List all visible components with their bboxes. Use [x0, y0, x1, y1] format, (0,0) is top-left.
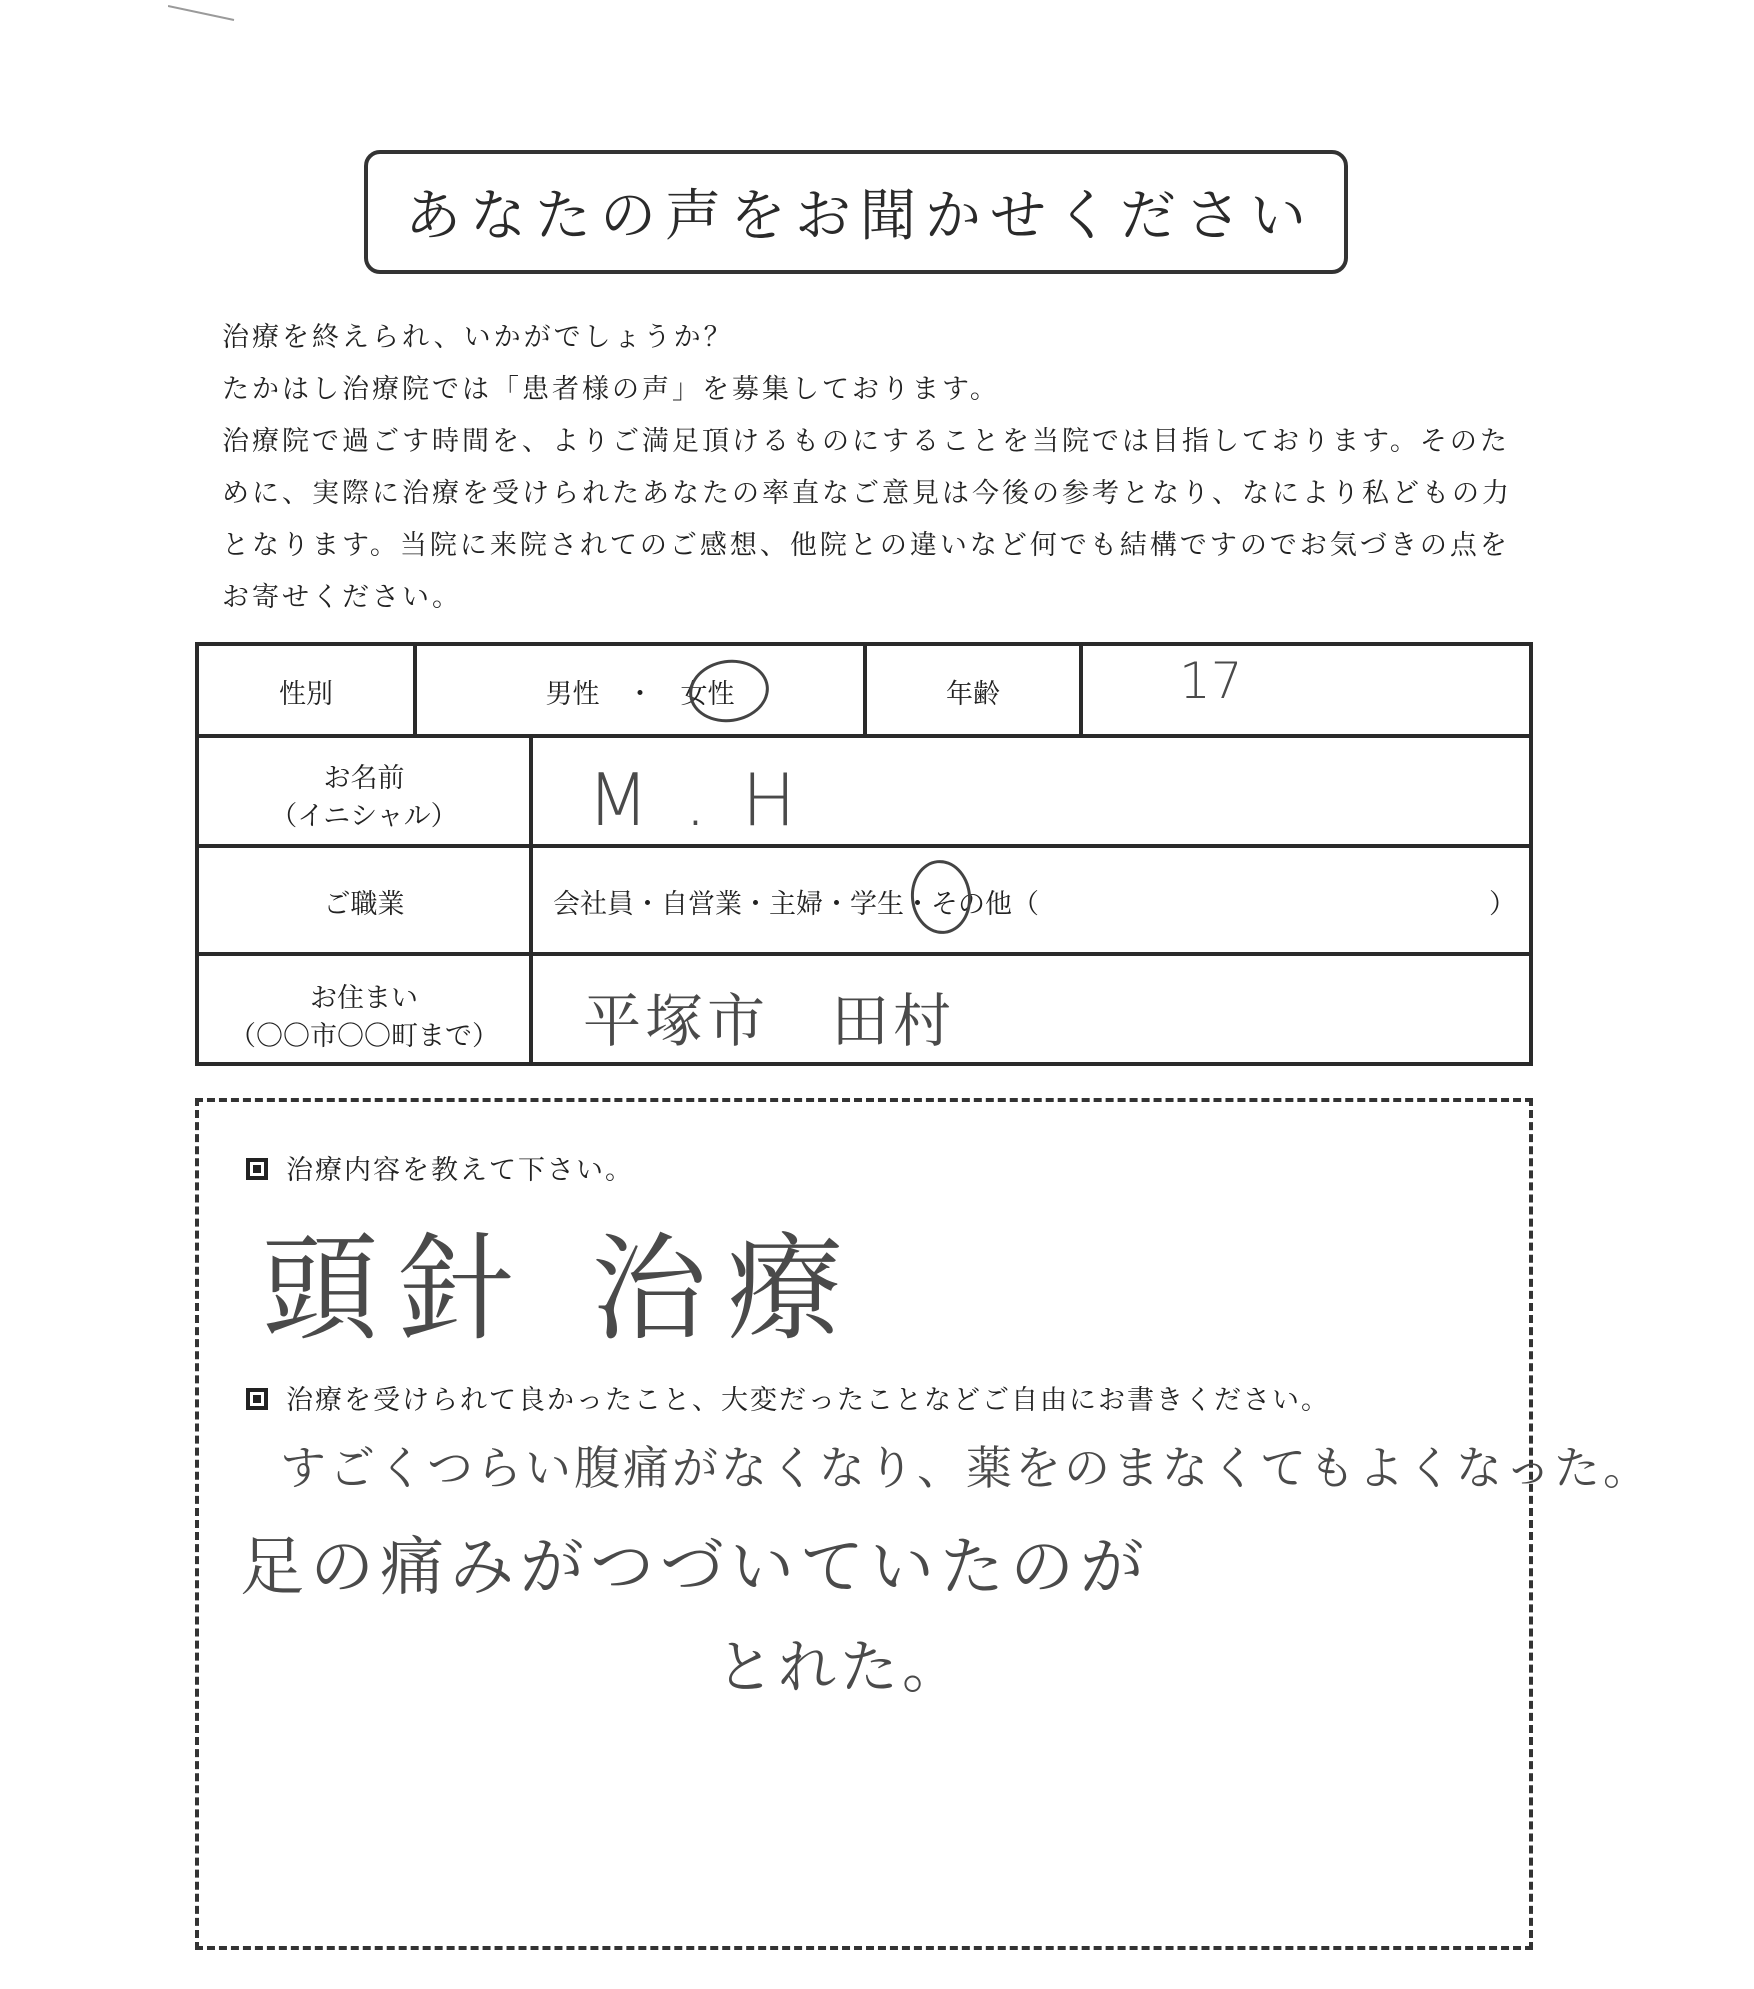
age-label: 年齢 [946, 679, 1000, 710]
title-box [364, 150, 1348, 274]
occupation-label: ご職業 [323, 889, 405, 920]
column-divider [1079, 646, 1083, 734]
intro-line: となります。当院に来院されてのご感想、他院との違いなど何でも結構ですのでお気づきの点を [222, 530, 1510, 561]
page-title: あなたの声をお聞かせください [405, 184, 1315, 249]
scan-artifact-line [168, 4, 238, 24]
answer-feedback-line-2: 足の痛みがつづいていたのが [240, 1531, 1150, 1605]
name-label-sub: （イニシャル） [270, 801, 458, 832]
square-bullet-icon [246, 1158, 268, 1180]
gender-label: 性別 [279, 679, 333, 710]
row-divider [199, 734, 1529, 738]
occupation-selection-circle [907, 857, 974, 937]
square-bullet-icon [246, 1388, 268, 1410]
address-label-sub: （〇〇市〇〇町まで） [229, 1021, 499, 1052]
intro-line: めに、実際に治療を受けられたあなたの率直なご意見は今後の参考となり、なにより私どもの力 [222, 478, 1512, 509]
intro-line: お寄せください。 [222, 582, 462, 613]
question-feedback [246, 1378, 1330, 1417]
question-treatment [246, 1148, 634, 1187]
question-treatment-text: 治療内容を教えて下さい。 [286, 1155, 634, 1186]
occupation-close: ） [1489, 889, 1516, 920]
name-value: M . H [587, 758, 802, 842]
gender-options: 男性 ・ 女性 [545, 679, 735, 710]
gender-selection-circle [685, 655, 773, 728]
row-divider [199, 844, 1529, 848]
answer-feedback-line-1: すごくつらい腹痛がなくなり、薬をのまなくてもよくなった。 [280, 1441, 1652, 1495]
occupation-options: 会社員・自営業・主婦・学生・その他（ [553, 889, 1039, 920]
address-value: 平塚市 田村 [583, 987, 956, 1055]
intro-text [222, 312, 1522, 624]
intro-line: 治療院で過ごす時間を、よりご満足頂けるものにすることを当院では目指しております。そのた [222, 426, 1510, 457]
age-value: 17 [1179, 652, 1243, 710]
address-label: お住まい [310, 983, 418, 1014]
intro-line: たかはし治療院では「患者様の声」を募集しております。 [222, 374, 1000, 405]
intro-line: 治療を終えられ、いかがでしょうか？ [222, 322, 734, 353]
row-divider [199, 952, 1529, 956]
question-feedback-text: 治療を受けられて良かったこと、大変だったことなどご自由にお書きください。 [286, 1385, 1330, 1416]
info-table [195, 642, 1533, 1066]
name-label: お名前 [323, 763, 405, 794]
answer-feedback-line-3: とれた。 [716, 1633, 965, 1701]
column-divider [529, 734, 533, 1062]
answer-treatment: 頭針 治療 [262, 1222, 863, 1357]
